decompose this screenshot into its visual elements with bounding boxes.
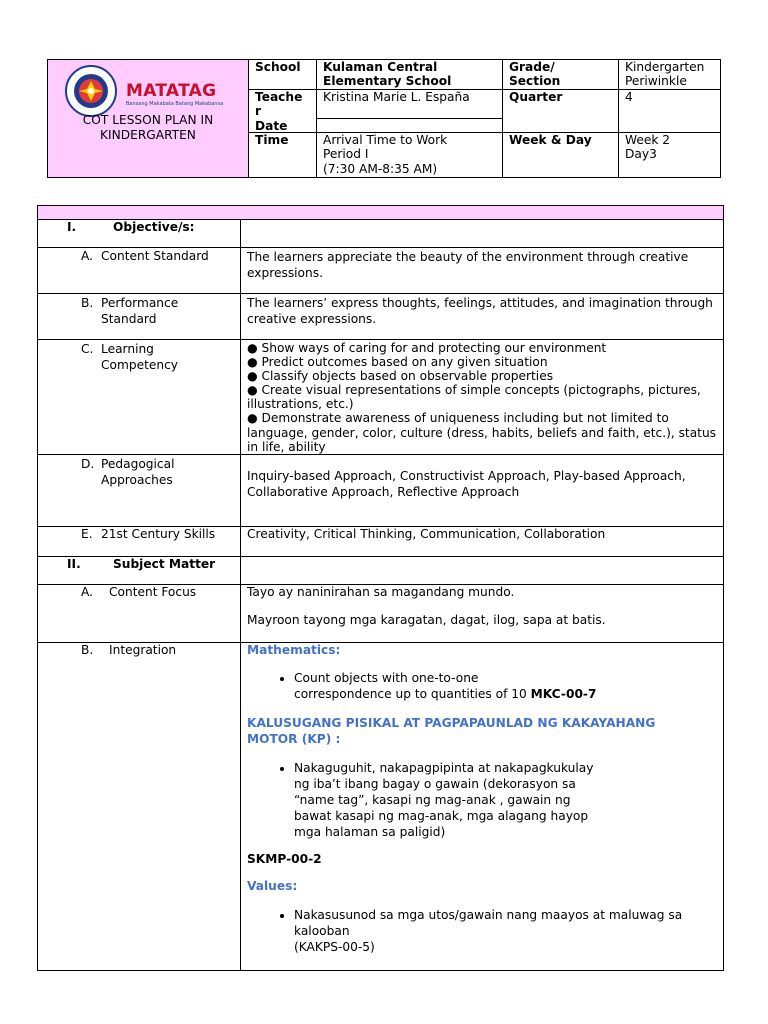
content-standard-label: A. Content Standard [38,248,241,294]
objectives-row [38,220,724,248]
school-value: Kulaman Central Elementary School [317,60,503,90]
content-standard-row [38,248,724,294]
competency-item: ● Demonstrate awareness of uniqueness including but not limited to language, gender, color, culture (dress, habits, beliefs and faith, etc.), status in life, ability [247,411,717,454]
deped-seal-icon [65,65,117,117]
teacher-label: Teache r [249,89,317,132]
skills-row [38,526,724,556]
integration-row [38,642,724,970]
learning-competency-label: C. Learning Competency [38,340,241,455]
skills-label: E. 21st Century Skills [38,526,241,556]
header-logo-cell [48,60,249,178]
week-day-label: Week & Day [503,133,619,178]
pink-header-bar [38,206,724,220]
math-heading: Mathematics: [247,642,341,657]
date-value [317,119,503,133]
time-value: Arrival Time to Work Period I (7:30 AM-8:35 AM) [317,133,503,178]
performance-standard-label: B. Performance Standard [38,294,241,340]
performance-standard-row [38,294,724,340]
kp-list [247,760,717,840]
objectives-content [241,220,724,248]
kp-code: SKMP-00-2 [247,852,322,867]
subject-matter-heading: II. Subject Matter [38,556,241,584]
week-day-value: Week 2 Day3 [619,133,721,178]
math-item: • Count objects with one-to-one correspondence up to quantities of 10 MKC-00-7 [294,670,717,702]
kp-item: • Nakaguguhit, nakapagpipinta at nakapagkukulay ng iba’t ibang bagay o gawain (dekorasyon sa “name tag”, kasapi ng mag-anak , gawain ng bawat kasapi ng mag-anak, mga alagang hayop mga halaman sa paligid) [294,760,717,840]
values-heading: Values: [247,879,298,894]
integration-label: B. Integration [38,642,241,970]
lesson-plan-table [37,205,724,971]
competency-item: ● Classify objects based on observable properties [247,369,554,384]
competency-item: ● Show ways of caring for and protecting our environment [247,341,607,355]
school-label: School [249,60,317,90]
kp-heading: KALUSUGANG PISIKAL AT PAGPAPAUNLAD NG KAKAYAHANG MOTOR (KP) : [247,716,656,747]
header-table [47,59,721,178]
quarter-value: 4 [619,89,721,132]
objectives-heading: I. Objective/s: [38,220,241,248]
subject-matter-content [241,556,724,584]
brand-tagline: Bansang Makabata Batang Makabansa [126,101,224,107]
time-label: Date Time [249,133,317,178]
brand-logo: MATATAG [126,81,217,101]
values-list [247,907,717,955]
teacher-value: Kristina Marie L. España [317,89,503,118]
content-focus-text: Tayo ay naninirahan sa magandang mundo. Mayroon tayong mga karagatan, dagat, ilog, sapa at batis. [241,584,724,642]
grade-label: Grade/ Section [503,60,619,90]
skills-text: Creativity, Critical Thinking, Communication, Collaboration [241,526,724,556]
competency-item: ● Create visual representations of simple concepts (pictographs, pictures, illustrations, etc.) [247,383,701,412]
content-standard-text: The learners appreciate the beauty of the environment through creative expressions. [241,248,724,294]
pedagogical-label: D. Pedagogical Approaches [38,454,241,526]
learning-competency-row [38,340,724,455]
competency-item: ● Predict outcomes based on any given situation [247,355,548,370]
subject-matter-row [38,556,724,584]
content-focus-label: A. Content Focus [38,584,241,642]
math-list [247,670,717,702]
integration-content [241,642,724,970]
grade-value: Kindergarten Periwinkle [619,60,721,90]
learning-competency-list [241,340,724,455]
content-focus-row [38,584,724,642]
values-item: • Nakasusunod sa mga utos/gawain nang maayos at maluwag sa kalooban (KAKPS-00-5) [294,907,717,955]
performance-standard-text: The learners’ express thoughts, feelings, attitudes, and imagination through creative expressions. [241,294,724,340]
date-label: Date [255,119,288,133]
lesson-plan-title: COT LESSON PLAN IN KINDERGARTEN [82,113,214,142]
pedagogical-row [38,454,724,526]
pedagogical-text: Inquiry-based Approach, Constructivist Approach, Play-based Approach, Collaborative Approach, Reflective Approach [241,454,724,526]
quarter-label: Quarter [503,89,619,132]
